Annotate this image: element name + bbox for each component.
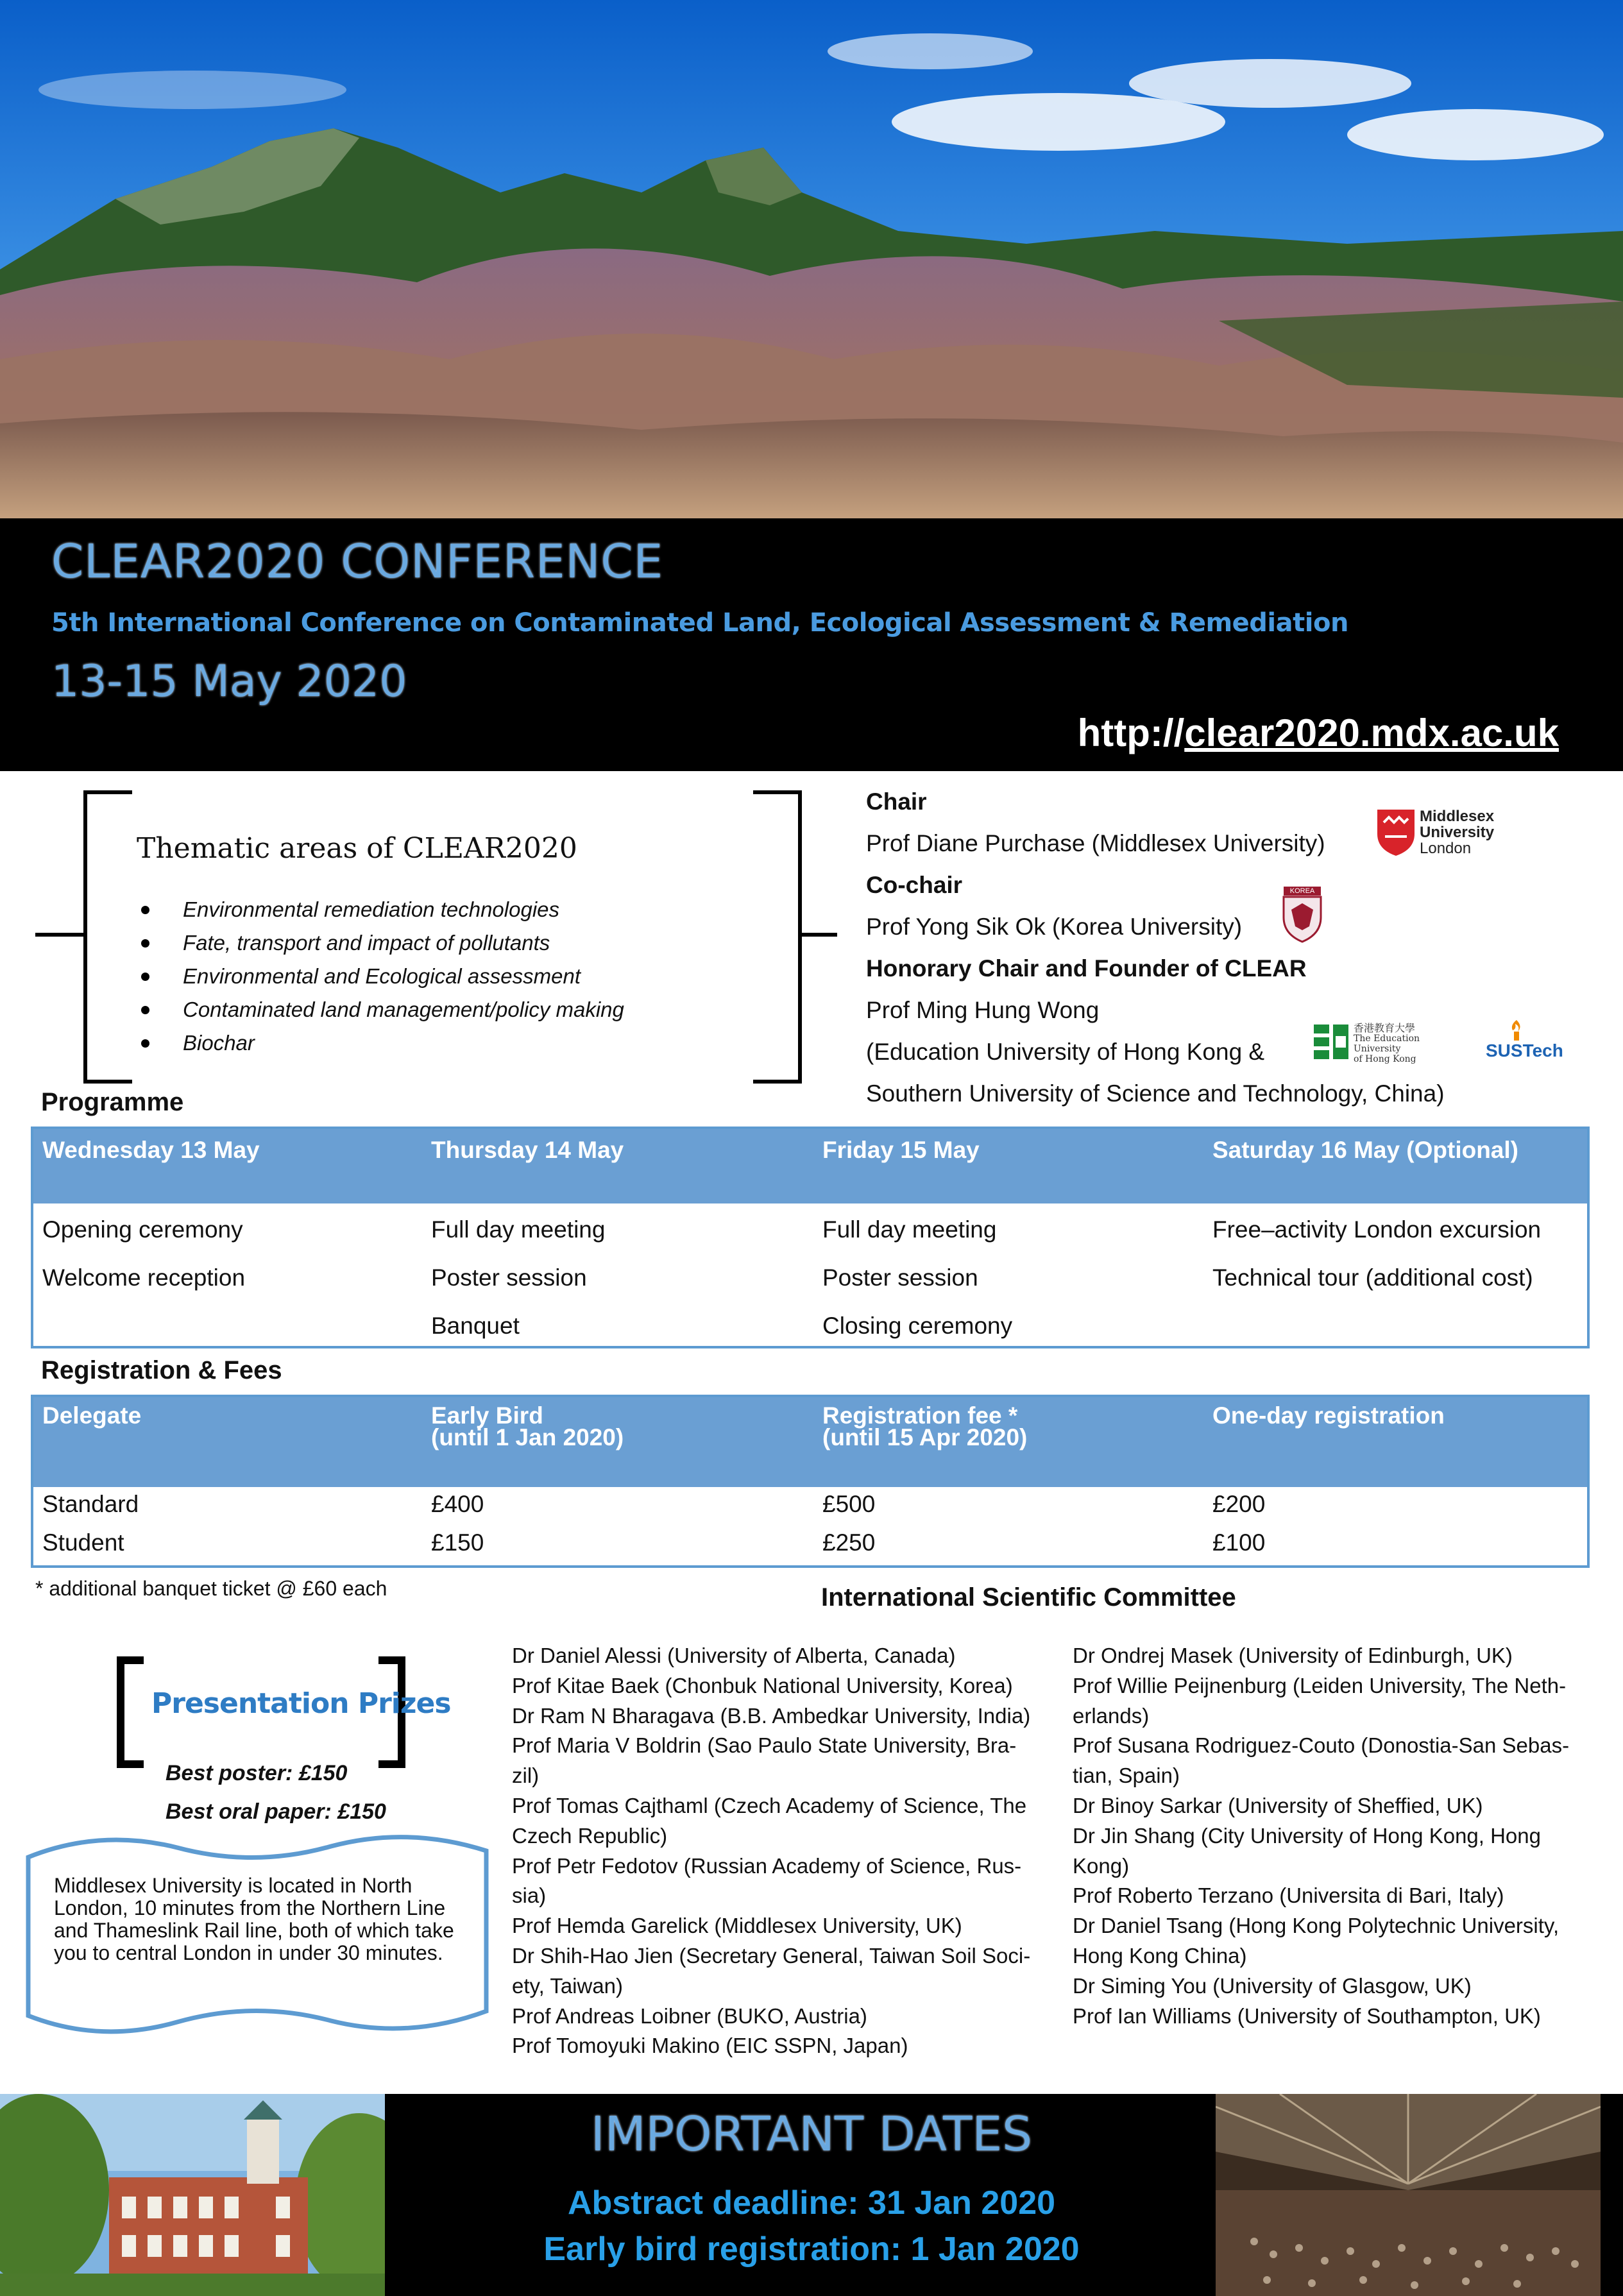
abstract-deadline: Abstract deadline: 31 Jan 2020 xyxy=(567,2184,1056,2222)
programme-column-header: Saturday 16 May (Optional) xyxy=(1212,1137,1518,1163)
committee-member: ety, Taiwan) xyxy=(512,1973,624,1998)
honorary-chair-name: Prof Ming Hung Wong xyxy=(866,997,1100,1023)
eduhk-emblem-icon xyxy=(1314,1025,1348,1059)
cochair-label: Co-chair xyxy=(866,872,963,898)
korea-logo-text: KOREA xyxy=(1289,887,1315,895)
url-main: clear2020.mdx.ac.uk xyxy=(1184,711,1559,754)
honorary-chair-label: Honorary Chair and Founder of CLEAR xyxy=(866,955,1307,982)
fees-column-sublabel: (until 15 Apr 2020) xyxy=(822,1424,1028,1450)
fees-heading: Registration & Fees xyxy=(41,1356,282,1384)
programme-cell: Closing ceremony xyxy=(822,1313,1013,1339)
committee-list-right xyxy=(1073,1641,1605,2031)
important-dates-footer xyxy=(0,2094,1623,2296)
thematic-item: Biochar xyxy=(138,1026,624,1060)
fees-table-header xyxy=(33,1397,1587,1487)
programme-table-header xyxy=(33,1129,1587,1203)
prizes-left-bracket xyxy=(117,1656,144,1768)
fees-column-header xyxy=(1212,1402,1445,1429)
committee-member: Prof Roberto Terzano (Universita di Bari, Italy) xyxy=(1073,1884,1504,1908)
committee-member: Hong Kong China) xyxy=(1073,1943,1247,1968)
programme-heading: Programme xyxy=(41,1088,184,1116)
sustech-logo-text: SUSTech xyxy=(1486,1041,1563,1060)
committee-member: Prof Willie Peijnenburg (Leiden University, The Neth- xyxy=(1073,1673,1567,1697)
committee-list-left xyxy=(512,1641,1057,2061)
fees-cell: £200 xyxy=(1212,1491,1266,1517)
eduhk-logo-text: of Hong Kong xyxy=(1354,1054,1416,1064)
committee-member: Prof Petr Fedotov (Russian Academy of Science, Rus- xyxy=(512,1853,1022,1878)
best-oral-prize: Best oral paper: £150 xyxy=(166,1799,386,1824)
fees-column-label: Registration fee * xyxy=(822,1402,1018,1429)
fees-column-header xyxy=(822,1402,1028,1450)
committee-member: Prof Andreas Loibner (BUKO, Austria) xyxy=(512,2003,867,2028)
committee-member: erlands) xyxy=(1073,1703,1150,1728)
mdx-logo-text: University xyxy=(1420,824,1495,841)
conference-title: CLEAR2020 CONFERENCE xyxy=(51,534,664,588)
committee-member: Kong) xyxy=(1073,1853,1130,1878)
right-bracket xyxy=(753,790,802,1084)
committee-member: Dr Ram N Bharagava (B.B. Ambedkar University, India) xyxy=(512,1703,1031,1728)
important-dates-title: IMPORTANT DATES xyxy=(590,2107,1033,2162)
middlesex-university-logo xyxy=(1376,807,1504,858)
url-prefix: http:// xyxy=(1077,711,1185,754)
programme-column-header: Wednesday 13 May xyxy=(42,1137,260,1163)
committee-member: Prof Ian Williams (University of Southampton, UK) xyxy=(1073,2003,1541,2028)
committee-member: Dr Daniel Alessi (University of Alberta, Canada) xyxy=(512,1644,956,1667)
chair-label: Chair xyxy=(866,788,927,815)
fees-column-header xyxy=(431,1402,624,1450)
fees-column-label: Early Bird xyxy=(431,1402,543,1429)
committee-member: Prof Hemda Garelick (Middlesex University, UK) xyxy=(512,1914,962,1938)
conference-banner xyxy=(0,518,1623,771)
fees-cell: £500 xyxy=(822,1491,876,1517)
thematic-item: Contaminated land management/policy making xyxy=(138,993,624,1026)
thematic-areas-box xyxy=(35,790,802,1085)
eduhk-logo-text: 香港教育大學 xyxy=(1354,1022,1416,1034)
fees-column-header xyxy=(42,1402,142,1429)
committee-member: Dr Binoy Sarkar (University of Sheffied, UK) xyxy=(1073,1793,1483,1817)
committee-member: Dr Ondrej Masek (University of Edinburgh, UK) xyxy=(1073,1644,1513,1667)
prizes-title: Presentation Prizes xyxy=(151,1687,451,1720)
fees-cell: £400 xyxy=(431,1491,484,1517)
committee-member: Prof Maria V Boldrin (Sao Paulo State University, Bra- xyxy=(512,1733,1017,1758)
sustech-torch-icon xyxy=(1504,1019,1529,1042)
committee-member: tian, Spain) xyxy=(1073,1764,1180,1788)
location-note xyxy=(23,1828,491,2040)
thematic-title: Thematic areas of CLEAR2020 xyxy=(137,832,577,865)
committee-member: zil) xyxy=(512,1764,540,1788)
fees-table xyxy=(31,1395,1590,1568)
committee-member: Dr Jin Shang (City University of Hong Kong, Hong xyxy=(1073,1823,1541,1848)
thematic-item: Fate, transport and impact of pollutants xyxy=(138,926,624,960)
fees-cell: £150 xyxy=(431,1529,484,1556)
honorary-chair-affiliation: (Education University of Hong Kong & xyxy=(866,1039,1265,1065)
committee-member: Prof Tomoyuki Makino (EIC SSPN, Japan) xyxy=(512,2034,908,2058)
programme-cell: Full day meeting xyxy=(431,1216,606,1243)
programme-cell: Opening ceremony xyxy=(42,1216,243,1243)
early-bird-deadline: Early bird registration: 1 Jan 2020 xyxy=(543,2231,1080,2268)
mdx-logo-text: London xyxy=(1420,840,1472,857)
honorary-chair-affiliation-2: Southern University of Science and Technology, China) xyxy=(866,1080,1445,1107)
left-connector-line xyxy=(35,933,87,937)
mdx-logo-text: Middlesex xyxy=(1420,808,1495,825)
programme-cell: Full day meeting xyxy=(822,1216,997,1243)
committee-member: Czech Republic) xyxy=(512,1823,668,1848)
conference-subtitle: 5th International Conference on Contaminated Land, Ecological Assessment & Remediation xyxy=(51,608,1348,638)
programme-table xyxy=(31,1127,1590,1348)
fees-column-label: One-day registration xyxy=(1212,1402,1445,1429)
committee-member: Prof Tomas Cajthaml (Czech Academy of Science, The xyxy=(512,1793,1027,1817)
committee-heading: International Scientific Committee xyxy=(821,1583,1236,1611)
sustech-logo xyxy=(1482,1019,1563,1064)
thematic-item: Environmental remediation technologies xyxy=(138,893,624,926)
fees-cell: £100 xyxy=(1212,1529,1266,1556)
fees-cell: Standard xyxy=(42,1491,139,1517)
location-text: Middlesex University is located in North London, 10 minutes from the Northern Line and Thameslink Rail line, both of which take you to central London in under 30 minutes. xyxy=(54,1874,454,1964)
committee-member: Prof Susana Rodriguez-Couto (Donostia-San Sebas- xyxy=(1073,1733,1570,1758)
left-bracket xyxy=(83,790,132,1084)
middlesex-shield-icon xyxy=(1376,808,1416,857)
programme-cell: Banquet xyxy=(431,1313,520,1339)
fees-cell: £250 xyxy=(822,1529,876,1556)
committee-member: Dr Siming You (University of Glasgow, UK) xyxy=(1073,1973,1472,1998)
thematic-item: Environmental and Ecological assessment xyxy=(138,960,624,993)
programme-column-header: Thursday 14 May xyxy=(431,1137,624,1163)
thematic-list xyxy=(138,893,624,1060)
chair-name: Prof Diane Purchase (Middlesex University) xyxy=(866,830,1325,856)
best-poster-prize: Best poster: £150 xyxy=(166,1761,348,1785)
programme-cell: Welcome reception xyxy=(42,1264,246,1291)
banquet-fee-note: * additional banquet ticket @ £60 each xyxy=(35,1577,387,1600)
hero-landscape-image xyxy=(0,0,1623,518)
committee-member: Prof Kitae Baek (Chonbuk National University, Korea) xyxy=(512,1673,1013,1697)
programme-column-header: Friday 15 May xyxy=(822,1137,980,1163)
committee-member: Dr Shih-Hao Jien (Secretary General, Taiwan Soil Soci- xyxy=(512,1943,1031,1968)
conference-url-link[interactable] xyxy=(1078,711,1559,755)
eduhk-logo-text: The Education University xyxy=(1354,1033,1420,1054)
right-connector-line xyxy=(802,933,837,937)
committee-member: Dr Daniel Tsang (Hong Kong Polytechnic University, xyxy=(1073,1914,1559,1938)
programme-cell: Free–activity London excursion xyxy=(1212,1216,1542,1243)
fees-column-label: Delegate xyxy=(42,1402,142,1429)
cochair-name: Prof Yong Sik Ok (Korea University) xyxy=(866,914,1243,940)
fees-column-sublabel: (until 1 Jan 2020) xyxy=(431,1424,624,1450)
programme-cell: Poster session xyxy=(822,1264,978,1291)
conference-dates: 13-15 May 2020 xyxy=(51,656,407,707)
programme-cell: Poster session xyxy=(431,1264,587,1291)
korea-university-logo xyxy=(1280,885,1325,943)
eduhk-logo xyxy=(1314,1023,1442,1062)
committee-member: sia) xyxy=(512,1884,547,1908)
programme-cell: Technical tour (additional cost) xyxy=(1212,1264,1533,1291)
fees-cell: Student xyxy=(42,1529,124,1556)
